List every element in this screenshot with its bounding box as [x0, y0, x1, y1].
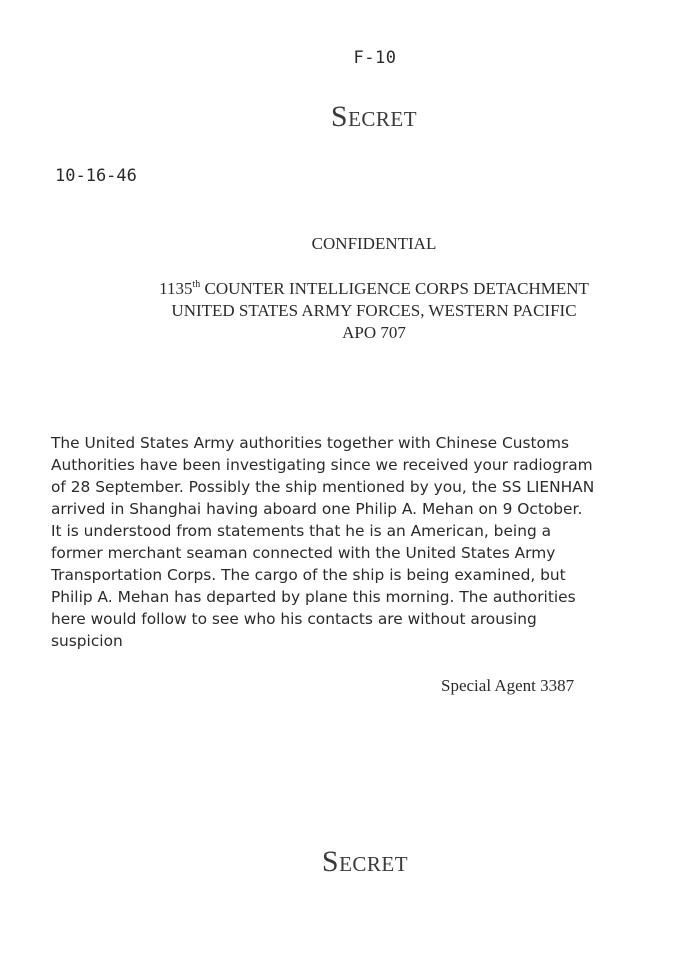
letterhead-line-2: UNITED STATES ARMY FORCES, WESTERN PACIFIC [171, 301, 577, 320]
body-line: Philip A. Mehan has departed by plane this morning. The authorities [51, 588, 576, 606]
body-line: The United States Army authorities together with Chinese Customs [51, 434, 569, 452]
letterhead-line-1 [0, 278, 700, 300]
unit-number-suffix: th [192, 279, 201, 290]
confidential-marking: CONFIDENTIAL [311, 234, 437, 253]
body-line: It is understood from statements that he is an American, being a [51, 522, 552, 540]
body-line: Transportation Corps. The cargo of the ship is being examined, but [51, 566, 566, 584]
unit-name: COUNTER INTELLIGENCE CORPS DETACHMENT [200, 279, 589, 298]
body-line: former merchant seaman connected with the United States Army [51, 544, 556, 562]
classification-header: Secret [330, 100, 418, 133]
letterhead [0, 278, 700, 344]
document-date: 10-16-46 [55, 166, 137, 186]
body-line: here would follow to see who his contacts are without arousing [51, 610, 537, 628]
body-line: of 28 September. Possibly the ship mentioned by you, the SS LIENHAN [51, 478, 595, 496]
body-line: arrived in Shanghai having aboard one Philip A. Mehan on 9 October. [51, 500, 583, 518]
unit-number: 1135 [159, 279, 193, 298]
signature: Special Agent 3387 [441, 676, 575, 695]
body-line: suspicion [51, 632, 123, 650]
letterhead-line-3: APO 707 [342, 323, 406, 342]
page-number: F-10 [353, 48, 397, 68]
message-body [51, 432, 651, 652]
body-line: Authorities have been investigating since we received your radiogram [51, 456, 593, 474]
classification-footer: Secret [321, 845, 409, 878]
